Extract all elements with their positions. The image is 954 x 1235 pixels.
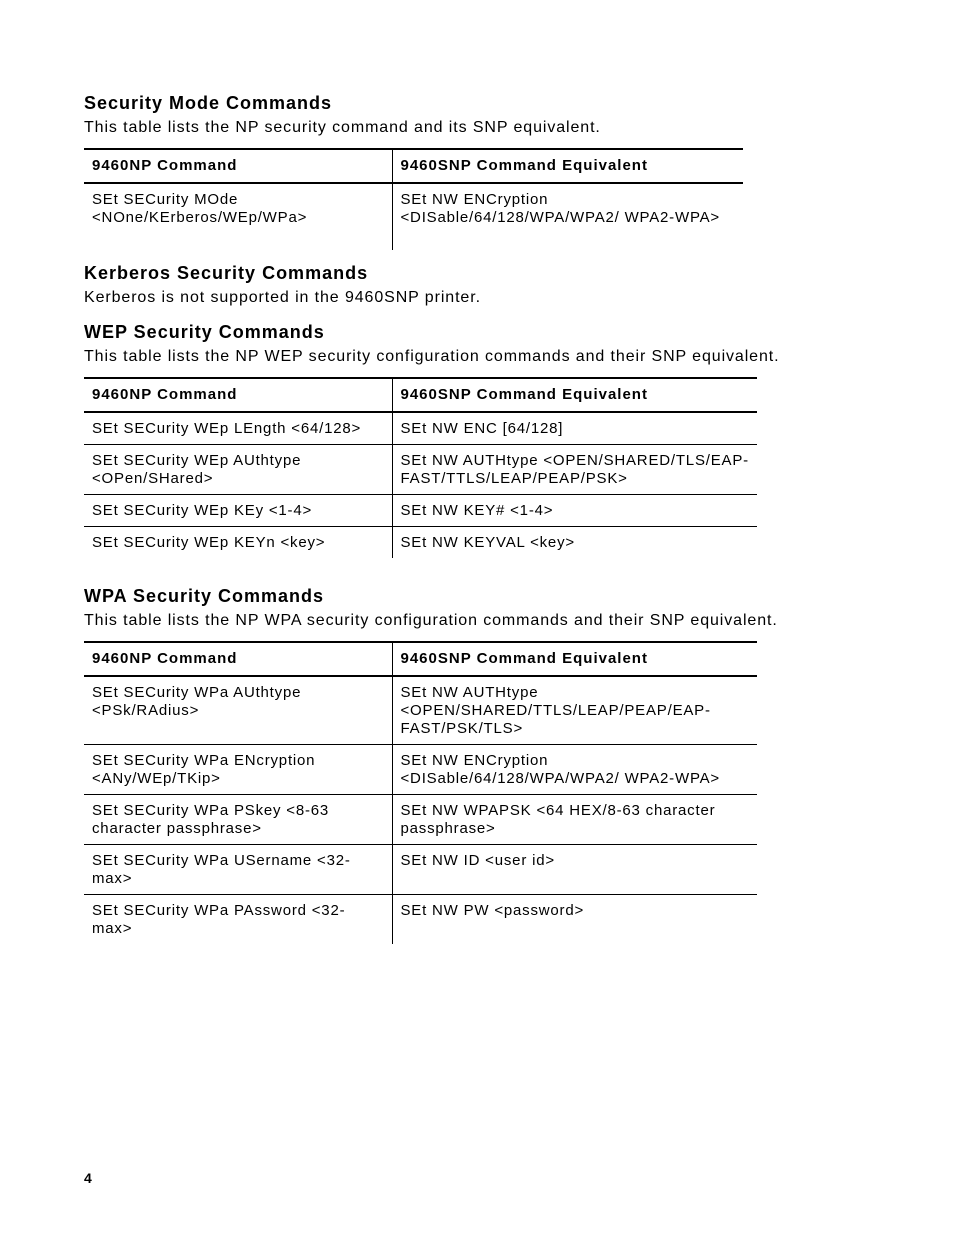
snp-command-cell: SEt NW KEYVAL <key> bbox=[400, 534, 575, 551]
snp-command-cell: SEt NW ID <user id> bbox=[392, 845, 757, 895]
column-header-np: 9460NP Command bbox=[84, 149, 392, 183]
np-command-cell: SEt SECurity MOde <NOne/KErberos/WEp/WPa> bbox=[84, 183, 392, 250]
section-intro-wpa: This table lists the NP WPA security configuration commands and their SNP equivalent. bbox=[84, 612, 778, 629]
snp-command-cell: SEt NW AUTHtype <OPEN/SHARED/TLS/EAP-FAST/TTLS/LEAP/PEAP/PSK> bbox=[392, 445, 757, 495]
section-intro-wep: This table lists the NP WEP security configuration commands and their SNP equivalent. bbox=[84, 348, 780, 365]
np-command-cell: SEt SECurity WPa PAssword <32-max> bbox=[84, 895, 392, 945]
column-header-np: 9460NP Command bbox=[84, 642, 392, 676]
snp-command-cell: SEt NW ENC [64/128] bbox=[392, 412, 757, 445]
section-heading-security-mode: Security Mode Commands bbox=[84, 93, 333, 113]
table-header-row bbox=[84, 149, 743, 183]
table-row bbox=[84, 412, 757, 445]
section-heading-wpa: WPA Security Commands bbox=[84, 586, 325, 606]
snp-command-cell: SEt NW AUTHtype <OPEN/SHARED/TTLS/LEAP/PEAP/EAP-FAST/PSK/TLS> bbox=[392, 676, 757, 745]
snp-command-cell: SEt NW ENCryption <DISable/64/128/WPA/WPA2/ WPA2-WPA> bbox=[400, 191, 720, 226]
section-heading-kerberos: Kerberos Security Commands bbox=[84, 263, 369, 283]
snp-command-cell: SEt NW ENCryption <DISable/64/128/WPA/WPA2/ WPA2-WPA> bbox=[392, 745, 757, 795]
np-command-cell: SEt SECurity WEp KEYn <key> bbox=[84, 527, 392, 559]
column-header-np: 9460NP Command bbox=[84, 378, 392, 412]
wpa-commands-table bbox=[84, 641, 757, 944]
table-row bbox=[84, 795, 757, 845]
column-header-snp: 9460SNP Command Equivalent bbox=[392, 149, 743, 183]
snp-command-cell: SEt NW KEY# <1-4> bbox=[392, 495, 757, 527]
np-command-cell: SEt SECurity WPa PSkey <8-63 character passphrase> bbox=[84, 795, 392, 845]
security-mode-table bbox=[84, 148, 743, 250]
table-row bbox=[84, 745, 757, 795]
np-command-cell: SEt SECurity WEp AUthtype <OPen/SHared> bbox=[84, 445, 392, 495]
table-row bbox=[84, 495, 757, 527]
wep-commands-table bbox=[84, 377, 757, 558]
snp-command-cell: SEt NW PW <password> bbox=[400, 902, 585, 919]
np-command-cell: SEt SECurity WPa ENcryption <ANy/WEp/TKip> bbox=[84, 745, 392, 795]
column-header-snp: 9460SNP Command Equivalent bbox=[392, 378, 757, 412]
table-row bbox=[84, 527, 757, 559]
column-header-snp: 9460SNP Command Equivalent bbox=[392, 642, 757, 676]
table-row bbox=[84, 183, 743, 250]
table-header-row bbox=[84, 378, 757, 412]
table-row bbox=[84, 845, 757, 895]
np-command-cell: SEt SECurity WPa AUthtype <PSk/RAdius> bbox=[84, 676, 392, 745]
table-row bbox=[84, 676, 757, 745]
np-command-cell: SEt SECurity WEp LEngth <64/128> bbox=[84, 412, 392, 445]
np-command-cell: SEt SECurity WEp KEy <1-4> bbox=[84, 495, 392, 527]
np-command-cell: SEt SECurity WPa USername <32-max> bbox=[84, 845, 392, 895]
table-header-row bbox=[84, 642, 757, 676]
page-number: 4 bbox=[84, 1170, 92, 1186]
section-heading-wep: WEP Security Commands bbox=[84, 322, 325, 342]
table-row bbox=[84, 445, 757, 495]
table-row bbox=[84, 895, 757, 945]
snp-command-cell: SEt NW WPAPSK <64 HEX/8-63 character passphrase> bbox=[392, 795, 757, 845]
section-intro-kerberos: Kerberos is not supported in the 9460SNP printer. bbox=[84, 289, 481, 306]
section-intro-security-mode: This table lists the NP security command and its SNP equivalent. bbox=[84, 119, 601, 136]
